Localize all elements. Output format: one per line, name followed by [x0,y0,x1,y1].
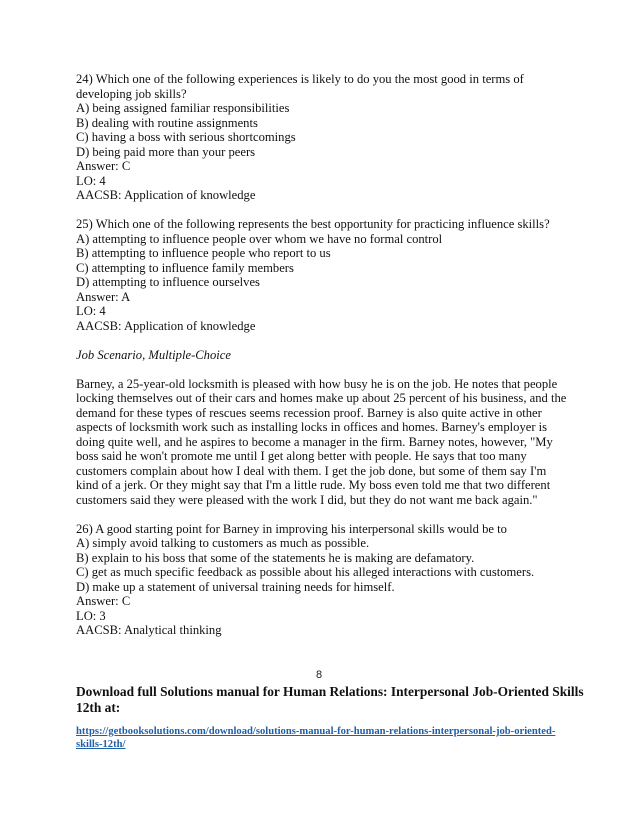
scenario-paragraph [76,377,576,508]
question-stem: 26) A good starting point for Barney in improving his interpersonal skills would be to [76,521,507,536]
section-heading: Job Scenario, Multiple-Choice [76,347,231,362]
scenario-line: demand for these types of rescues seems recession proof. Barney is also quite active in other [76,405,542,420]
learning-objective: LO: 4 [76,304,106,318]
scenario-line: Barney, a 25-year-old locksmith is pleased with how busy he is on the job. He notes that people [76,376,558,391]
answer-option: D) attempting to influence ourselves [76,275,260,289]
answer-key: Answer: C [76,594,131,608]
spacer [76,507,576,522]
question-25 [76,217,576,333]
question-stem: 25) Which one of the following represents the best opportunity for practicing influence skills? [76,217,550,231]
download-promo [76,684,584,716]
page-content [76,72,576,638]
aacsb-tag: AACSB: Application of knowledge [76,318,256,333]
scenario-line: customers said they were pleased with the work I did, but they do not want me back again." [76,492,538,507]
aacsb-tag: AACSB: Application of knowledge [76,188,256,202]
answer-key: Answer: A [76,289,131,304]
question-26 [76,522,576,638]
question-24 [76,72,576,203]
answer-option: B) dealing with routine assignments [76,115,258,130]
promo-line: 12th at: [76,700,121,715]
answer-option: C) attempting to influence family members [76,260,294,275]
answer-option: C) get as much specific feedback as possible about his alleged interactions with customers. [76,565,535,579]
aacsb-tag: AACSB: Analytical thinking [76,623,222,637]
scenario-line: locking themselves out of their cars and homes make up about 25 percent of his business, and the [76,391,567,405]
answer-option: C) having a boss with serious shortcomings [76,130,296,144]
answer-option: A) simply avoid talking to customers as much as possible. [76,536,370,550]
spacer [76,203,576,218]
scenario-line: boss said he won't promote me until I get along better with people. He says that too many [76,449,527,463]
scenario-line: kind of a jerk. Or they might say that I'm a little rude. My boss even told me that two different [76,478,551,492]
link-line[interactable]: https://getbooksolutions.com/download/solutions-manual-for-human-relations-interpersonal-job-oriented- [76,726,556,737]
scenario-line: doing quite well, and he aspires to become a manager in the firm. Barney notes, however, "My [76,434,553,449]
spacer [76,333,576,348]
download-link[interactable] [76,725,566,751]
promo-line: Download full Solutions manual for Human Relations: Interpersonal Job-Oriented Skills [76,684,584,699]
question-stem: 24) Which one of the following experiences is likely to do you the most good in terms of [76,72,524,86]
question-stem: developing job skills? [76,86,187,101]
answer-option: D) being paid more than your peers [76,144,256,159]
answer-option: A) being assigned familiar responsibilities [76,101,290,115]
answer-option: A) attempting to influence people over whom we have no formal control [76,231,443,246]
answer-option: D) make up a statement of universal training needs for himself. [76,579,395,594]
page-number: 8 [315,669,323,681]
learning-objective: LO: 4 [76,173,106,188]
learning-objective: LO: 3 [76,608,106,623]
link-line[interactable]: skills-12th/ [76,739,126,750]
answer-option: B) explain to his boss that some of the statements he is making are defamatory. [76,550,475,565]
scenario-line: aspects of locksmith work such as installing locks in offices and homes. Barney's employer is [76,420,548,434]
answer-option: B) attempting to influence people who report to us [76,246,331,260]
answer-key: Answer: C [76,159,131,173]
spacer [76,362,576,377]
scenario-line: customers complain about how I deal with them. I get the job done, but some of them say I'm [76,463,547,478]
